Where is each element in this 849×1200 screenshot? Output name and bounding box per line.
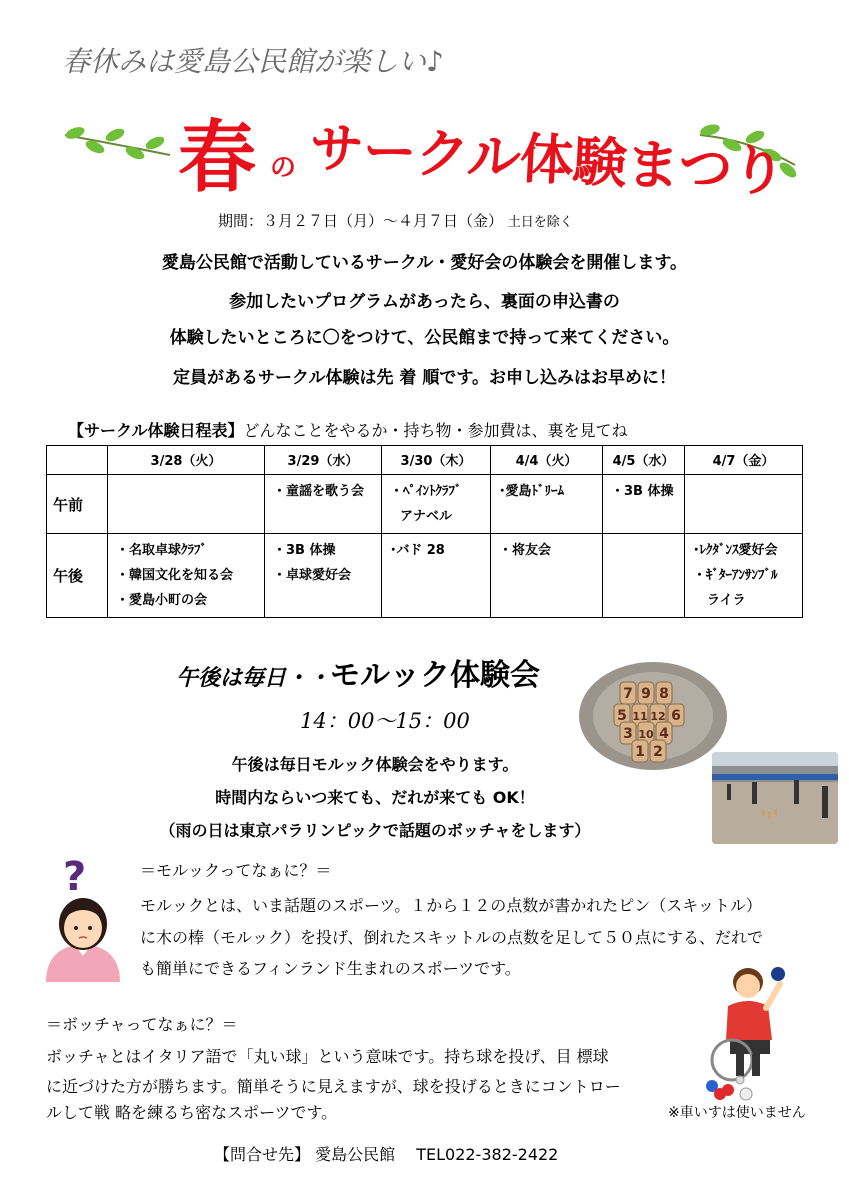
pin-number: 4 bbox=[659, 726, 669, 742]
column-header: 3/30（木） bbox=[382, 446, 491, 475]
schedule-cell bbox=[491, 534, 603, 618]
schedule-heading bbox=[68, 418, 628, 441]
pin-number: 11 bbox=[632, 710, 648, 723]
schedule-cell bbox=[685, 475, 803, 534]
title-banner bbox=[60, 95, 800, 205]
schedule-heading-note: どんなことをやるか・持ち物・参加費は、裏を見てね bbox=[243, 421, 628, 440]
molkky-explain-line: も簡単にできるフィンランド生まれのスポーツです。 bbox=[140, 959, 521, 978]
molkky-title-main: モルック体験会 bbox=[330, 658, 541, 693]
program-item: ・3B 体操 bbox=[611, 484, 674, 499]
title-spring: 春 bbox=[178, 112, 259, 203]
molkky-line: 午後は毎日モルック体験会をやります。 bbox=[231, 755, 519, 774]
schedule-heading-label: 【サークル体験日程表】 bbox=[68, 421, 244, 440]
molkky-title bbox=[176, 650, 540, 694]
column-header: 3/28（火） bbox=[108, 446, 265, 475]
molkky-explain-line: モルックとは、いま話題のスポーツ。１から１２の点数が書かれたピン（スキットル） bbox=[140, 896, 762, 915]
schedule-cell bbox=[265, 475, 382, 534]
schedule-table bbox=[46, 445, 803, 618]
row-label: 午後 bbox=[47, 534, 108, 618]
schedule-cell bbox=[382, 534, 491, 618]
contact-org: 愛島公民館 bbox=[315, 1145, 396, 1164]
schedule-cell bbox=[491, 475, 603, 534]
program-item: ・愛島小町の会 bbox=[116, 593, 208, 608]
pin-number: 8 bbox=[659, 686, 669, 702]
column-header: 4/5（水） bbox=[603, 446, 685, 475]
intro-line: 定員があるサークル体験は先 着 順です。お申し込みはお早めに！ bbox=[173, 368, 676, 388]
intro-line: 愛島公民館で活動しているサークル・愛好会の体験会を開催します。 bbox=[161, 253, 688, 273]
pin-number: 7 bbox=[623, 686, 633, 702]
schedule-cell bbox=[685, 534, 803, 618]
program-item: ・名取卓球ｸﾗﾌﾞ bbox=[116, 543, 208, 558]
pin-number: 1 bbox=[635, 744, 645, 760]
pin-number: 2 bbox=[653, 744, 663, 760]
pin-number: 10 bbox=[638, 728, 654, 741]
program-item: ･ﾚｸﾀﾞﾝｽ愛好会 bbox=[693, 543, 778, 558]
boccia-player-illustration bbox=[700, 962, 810, 1102]
schedule-row-afternoon bbox=[47, 534, 803, 618]
column-header: 3/29（水） bbox=[265, 446, 382, 475]
schedule-cell bbox=[265, 534, 382, 618]
intro-line: 体験したいところに〇をつけて、公民館まで持って来てください。 bbox=[169, 328, 680, 348]
subtitle: 春休みは愛島公民館が楽しい♪ bbox=[62, 45, 444, 78]
molkky-line: 時間内ならいつ来ても、だれが来ても OK！ bbox=[215, 788, 535, 807]
pin-number: 5 bbox=[617, 708, 627, 724]
program-item: ・童謡を歌う会 bbox=[273, 484, 365, 499]
column-header: 4/7（金） bbox=[685, 446, 803, 475]
schedule-cell bbox=[603, 534, 685, 618]
molkky-line: （雨の日は東京パラリンピックで話題のボッチャをします） bbox=[159, 821, 591, 840]
program-item: アナベル bbox=[400, 509, 453, 524]
boccia-explain-line: ボッチャとはイタリア語で「丸い球」という意味です。持ち球を投げ、目 標球 bbox=[46, 1047, 609, 1066]
pin-number: 3 bbox=[623, 726, 633, 742]
molkky-explain-heading: ＝モルックってなぁに？＝ bbox=[140, 861, 332, 880]
molkky-time: 14：00～15：00 bbox=[300, 709, 470, 733]
pin-number: 6 bbox=[671, 708, 681, 724]
boccia-explain-heading: ＝ボッチャってなぁに？＝ bbox=[46, 1015, 238, 1034]
boccia-explain-line: に近づけた方が勝ちます。簡単そうに見えますが、球を投げるときにコントロー bbox=[46, 1077, 621, 1096]
schedule-cell bbox=[382, 475, 491, 534]
title-main: サークル体験まつり bbox=[308, 115, 787, 204]
program-item: ・ﾍﾟｲﾝﾄｸﾗﾌﾞ bbox=[390, 484, 462, 499]
corner-cell bbox=[47, 446, 108, 475]
intro-line: 参加したいプログラムがあったら、裏面の申込書の bbox=[229, 292, 620, 312]
row-label: 午前 bbox=[47, 475, 108, 534]
molkky-pins-photo bbox=[578, 660, 728, 772]
program-item: ・韓国文化を知る会 bbox=[116, 568, 234, 583]
event-period bbox=[218, 210, 573, 231]
wheelchair-note: ※車いすは使いません bbox=[668, 1105, 806, 1121]
pin-number: 12 bbox=[650, 710, 666, 723]
schedule-cell bbox=[108, 475, 265, 534]
period-text: 期間：３月２７日（月）～４月７日（金） bbox=[218, 212, 504, 230]
program-item: ・卓球愛好会 bbox=[273, 568, 352, 583]
program-item: ・3B 体操 bbox=[273, 543, 336, 558]
molkky-explain-line: に木の棒（モルック）を投げ、倒れたスキットルの点数を足して５０点にする、だれで bbox=[140, 928, 764, 947]
program-item: ･愛島ﾄﾞﾘｰﾑ bbox=[499, 484, 565, 499]
program-item: ・ｷﾞﾀｰｱﾝｻﾝﾌﾞﾙ bbox=[693, 568, 778, 583]
schedule-row-morning bbox=[47, 475, 803, 534]
schedule-header-row bbox=[47, 446, 803, 475]
column-header: 4/4（火） bbox=[491, 446, 603, 475]
molkky-field-photo bbox=[712, 752, 838, 844]
contact-label: 【問合せ先】 bbox=[214, 1145, 311, 1164]
schedule-cell bbox=[108, 534, 265, 618]
question-mark-icon: ? bbox=[63, 854, 87, 900]
contact-info bbox=[214, 1142, 558, 1165]
molkky-title-prefix: 午後は毎日・・ bbox=[176, 665, 331, 691]
contact-tel: TEL022-382-2422 bbox=[416, 1145, 559, 1164]
boccia-explain-line: ルして戦 略を練るち密なスポーツです。 bbox=[46, 1103, 338, 1122]
program-item: ライラ bbox=[707, 593, 746, 608]
program-item: ･バド 28 bbox=[390, 543, 445, 558]
schedule-cell bbox=[603, 475, 685, 534]
girl-question-illustration bbox=[38, 852, 128, 982]
period-note: 土日を除く bbox=[507, 215, 573, 230]
pin-number: 9 bbox=[641, 686, 651, 702]
program-item: ・将友会 bbox=[499, 543, 552, 558]
title-no: の bbox=[270, 153, 297, 183]
